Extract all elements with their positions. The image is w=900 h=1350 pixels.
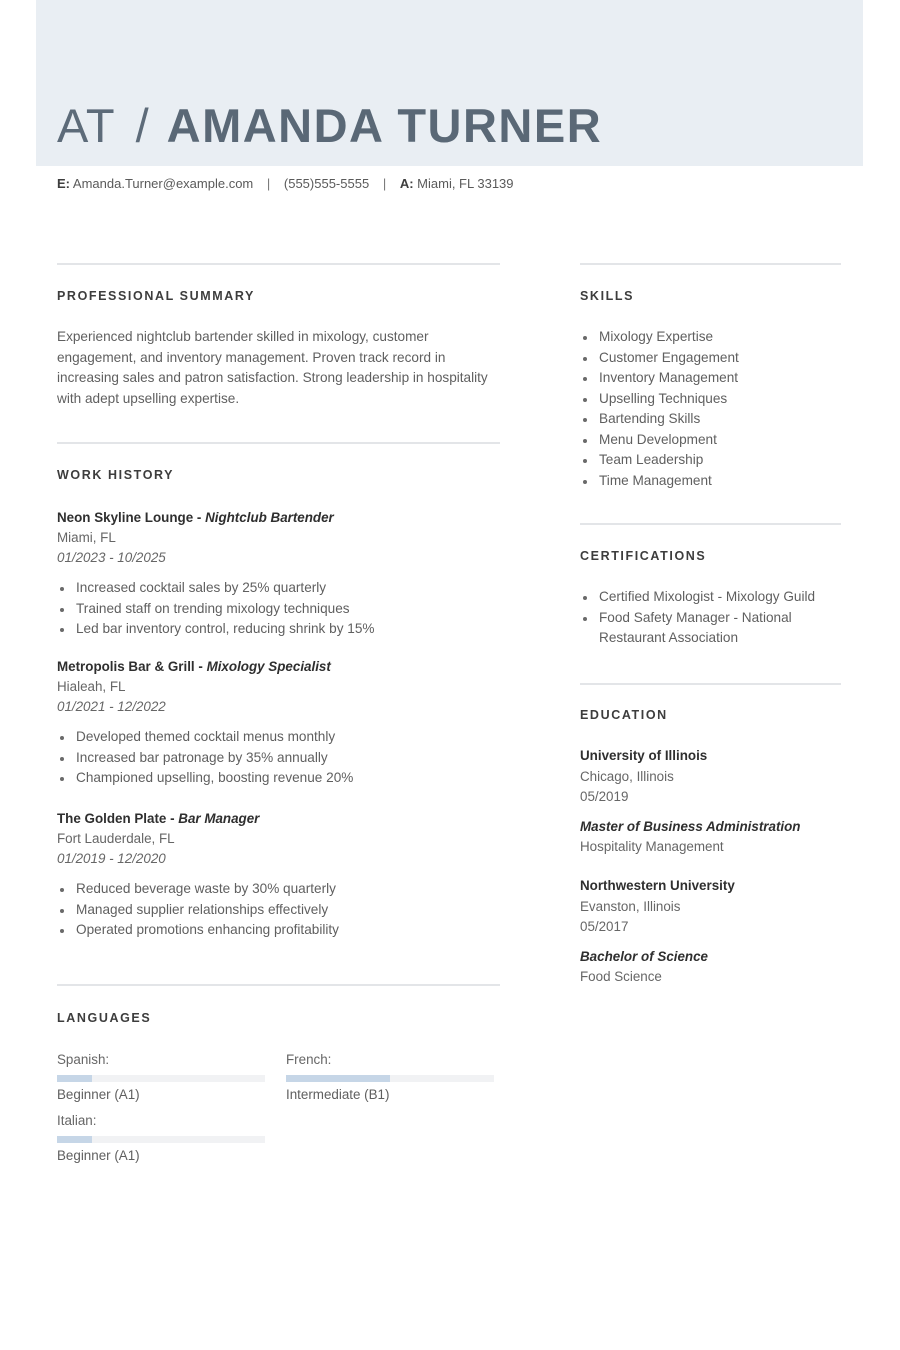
job-bullets <box>57 879 497 941</box>
job-title-line <box>57 657 497 677</box>
skill-item: Bartending Skills <box>580 409 842 430</box>
job-bullet: Championed upselling, boosting revenue 20% <box>57 768 497 789</box>
summary-heading: PROFESSIONAL SUMMARY <box>57 289 255 303</box>
education-field: Hospitality Management <box>580 839 724 854</box>
languages-heading: LANGUAGES <box>57 1011 152 1025</box>
job-bullet: Managed supplier relationships effectively <box>57 900 497 921</box>
job-role: Nightclub Bartender <box>205 510 334 525</box>
job-entry <box>57 809 497 941</box>
education-date: 05/2019 <box>580 789 629 804</box>
education-degree: Bachelor of Science <box>580 948 709 964</box>
education-school: University of Illinois <box>580 748 708 763</box>
job-role: Mixology Specialist <box>206 659 331 674</box>
job-location: Miami, FL <box>57 530 116 545</box>
job-bullets <box>57 578 497 640</box>
certification-item: Certified Mixologist - Mixology Guild <box>580 587 842 608</box>
education-entry <box>580 746 842 858</box>
language-item <box>286 1050 494 1105</box>
language-level: Beginner (A1) <box>57 1087 140 1102</box>
job-entry <box>57 657 497 789</box>
proficiency-fill <box>286 1075 390 1082</box>
job-bullet: Reduced beverage waste by 30% quarterly <box>57 879 497 900</box>
email[interactable]: Amanda.Turner@example.com <box>72 176 254 191</box>
proficiency-track <box>286 1075 494 1082</box>
education-heading: EDUCATION <box>580 708 668 722</box>
job-location: Fort Lauderdale, FL <box>57 831 175 846</box>
job-title-line <box>57 508 497 528</box>
education-location: Chicago, Illinois <box>580 768 674 784</box>
skill-item: Team Leadership <box>580 450 842 471</box>
section-divider <box>580 523 841 525</box>
name-slash: / <box>135 99 149 152</box>
skill-item: Time Management <box>580 471 842 492</box>
language-item <box>57 1111 265 1166</box>
language-name: Spanish: <box>57 1052 110 1067</box>
job-company: Neon Skyline Lounge <box>57 510 194 525</box>
job-bullet: Increased cocktail sales by 25% quarterly <box>57 578 497 599</box>
proficiency-track <box>57 1075 265 1082</box>
address-label: A: <box>399 176 414 191</box>
job-bullet: Increased bar patronage by 35% annually <box>57 748 497 769</box>
education-degree: Master of Business Administration <box>580 818 801 834</box>
skill-item: Inventory Management <box>580 368 842 389</box>
section-divider <box>57 442 500 444</box>
language-name: French: <box>286 1052 332 1067</box>
proficiency-fill <box>57 1075 92 1082</box>
email-label: E: <box>57 176 70 191</box>
work-heading: WORK HISTORY <box>57 468 175 482</box>
job-bullet: Trained staff on trending mixology techniques <box>57 599 497 620</box>
education-field: Food Science <box>580 969 662 984</box>
job-bullets <box>57 727 497 789</box>
job-role: Bar Manager <box>178 811 260 826</box>
job-bullet: Operated promotions enhancing profitability <box>57 920 497 941</box>
language-level: Beginner (A1) <box>57 1148 140 1163</box>
job-dash: - <box>166 811 179 826</box>
skill-item: Upselling Techniques <box>580 389 842 410</box>
phone[interactable]: (555)555-5555 <box>283 176 370 191</box>
job-title-line <box>57 809 497 829</box>
name-line <box>57 98 602 154</box>
education-school: Northwestern University <box>580 878 735 893</box>
proficiency-fill <box>57 1136 92 1143</box>
job-company: Metropolis Bar & Grill <box>57 659 195 674</box>
job-dates: 01/2023 - 10/2025 <box>57 550 166 565</box>
language-level: Intermediate (B1) <box>286 1087 390 1102</box>
section-divider <box>580 263 841 265</box>
section-divider <box>57 984 500 986</box>
section-divider <box>57 263 500 265</box>
contact-separator: | <box>266 176 271 191</box>
skill-item: Mixology Expertise <box>580 327 842 348</box>
job-dash: - <box>194 659 207 674</box>
job-location: Hialeah, FL <box>57 679 126 694</box>
contact-separator: | <box>382 176 387 191</box>
job-entry <box>57 508 497 640</box>
summary-text: Experienced nightclub bartender skilled in mixology, customer engagement, and inventory management. Proven track record in increasing sales and patron satisfaction. Strong leadership in hospitality with adept upselling expertise. <box>57 329 488 406</box>
education-entry <box>580 876 842 988</box>
language-item <box>57 1050 265 1105</box>
full-name: AMANDA TURNER <box>166 99 603 152</box>
initials: AT <box>57 99 116 152</box>
section-divider <box>580 683 841 685</box>
skills-list <box>580 327 842 491</box>
job-bullet: Led bar inventory control, reducing shrink by 15% <box>57 619 497 640</box>
certifications-heading: CERTIFICATIONS <box>580 549 707 563</box>
certification-item: Food Safety Manager - National Restaurant Association <box>580 608 842 649</box>
education-date: 05/2017 <box>580 919 629 934</box>
job-bullet: Developed themed cocktail menus monthly <box>57 727 497 748</box>
job-dash: - <box>193 510 206 525</box>
address: Miami, FL 33139 <box>417 176 514 191</box>
certifications-list <box>580 587 842 649</box>
job-dates: 01/2021 - 12/2022 <box>57 699 166 714</box>
language-name: Italian: <box>57 1113 97 1128</box>
proficiency-track <box>57 1136 265 1143</box>
skill-item: Menu Development <box>580 430 842 451</box>
skills-heading: SKILLS <box>580 289 635 303</box>
skill-item: Customer Engagement <box>580 348 842 369</box>
contact-line <box>57 176 514 191</box>
job-dates: 01/2019 - 12/2020 <box>57 851 166 866</box>
education-location: Evanston, Illinois <box>580 898 681 914</box>
job-company: The Golden Plate <box>57 811 167 826</box>
